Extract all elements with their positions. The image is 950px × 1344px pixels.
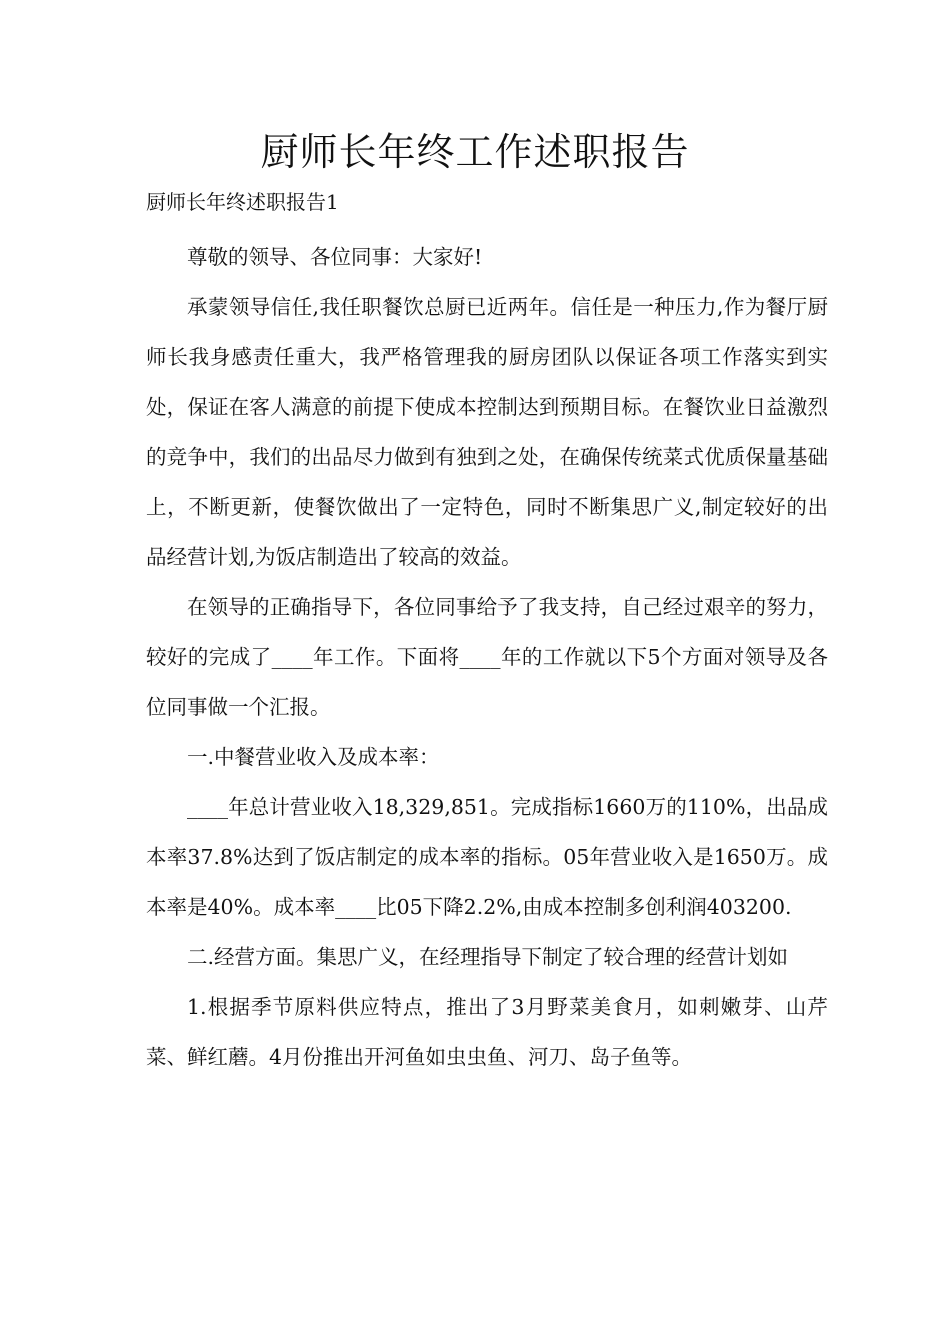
paragraph-introduction: 承蒙领导信任,我任职餐饮总厨已近两年。信任是一种压力,作为餐厅厨师长我身感责任重大，我严格管理我的厨房团队以保证各项工作落实到实处，保证在客人满意的前提下使成本控制达到预期目标。在餐饮业日益激烈的竞争中，我们的出品尽力做到有独到之处，在确保传统菜式优质保量基础上，不断更新，使餐饮做出了一定特色，同时不断集思广义,制定较好的出品经营计划,为饭店制造出了较高的效益。	[146, 295, 828, 569]
document-subtitle: 厨师长年终述职报告1	[146, 190, 339, 214]
paragraph-seasonal-menu: 1.根据季节原料供应特点，推出了3月野菜美食月，如刺嫩芽、山芹菜、鲜红蘑。4月份推出开河鱼如虫虫鱼、河刀、岛子鱼等。	[146, 995, 828, 1069]
document-body	[146, 232, 828, 1082]
paragraph-revenue: ____年总计营业收入18,329,851。完成指标1660万的110%，出品成本率37.8%达到了饭店制定的成本率的指标。05年营业收入是1650万。成本率是40%。成本率____比05下降2.2%,由成本控制多创利润403200.	[146, 795, 828, 919]
section-heading-operations: 二.经营方面。集思广义，在经理指导下制定了较合理的经营计划如	[187, 945, 789, 969]
paragraph-summary: 在领导的正确指导下，各位同事给予了我支持，自己经过艰辛的努力，较好的完成了____年工作。下面将____年的工作就以下5个方面对领导及各位同事做一个汇报。	[146, 595, 828, 719]
document-title: 厨师长年终工作述职报告	[260, 130, 690, 174]
section-heading-revenue: 一.中餐营业收入及成本率：	[187, 745, 440, 769]
paragraph-greeting: 尊敬的领导、各位同事：大家好!	[187, 245, 483, 269]
